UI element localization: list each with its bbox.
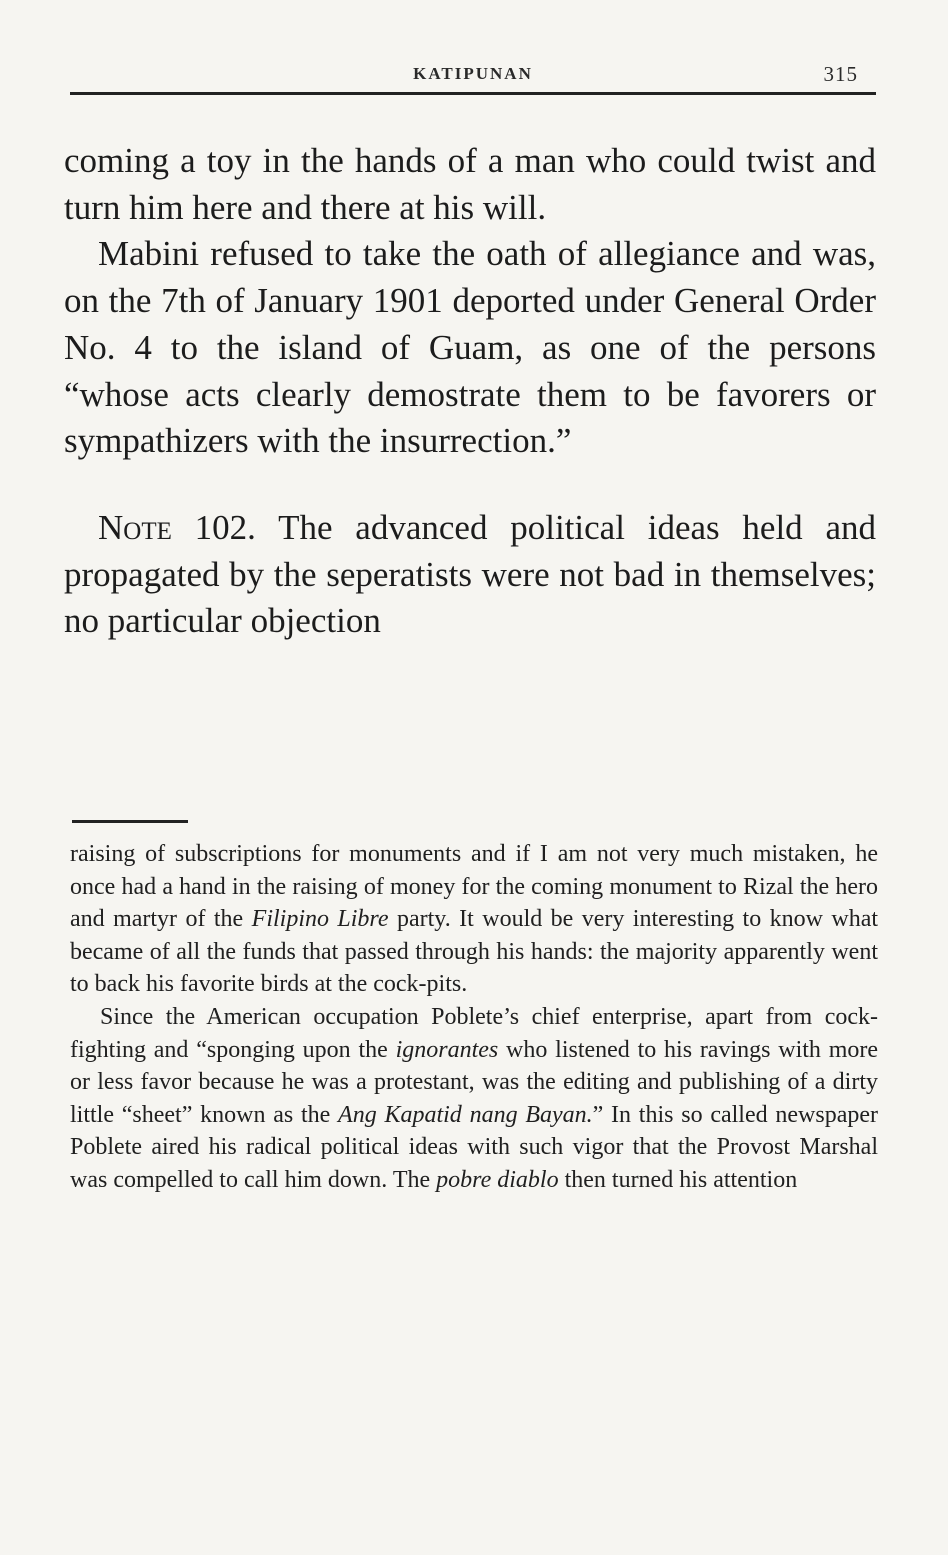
footnote-text [70,838,878,1197]
footnote-paragraph-1 [70,838,878,1001]
footnote-p2-italic-1: ignorantes [395,1036,499,1063]
footnote-p2-text-b: who listened to his ravings with more or less favor because he was a protestant, was the editing and publishing of a dirty little “sheet” known as the [70,1036,879,1128]
footnote-p1-italic: Filipino Libre [251,906,389,933]
footnote-p2-text-a: Since the American occupation Poblete’s chief enterprise, apart from cock-fighting and “sponging upon the [70,1003,878,1063]
header-rule [70,92,876,95]
footnote-p1-text-a: raising of subscriptions for monuments and if I am not very much mistaken, he once had a hand in the raising of money for the coming monument to Rizal the hero and martyr of the [70,841,878,933]
footnote-paragraph-2 [70,1001,878,1197]
footnote-p2-text-d: then turned his attention [564,1166,798,1193]
page-header [70,62,876,102]
footnote-p2-text-c: ” In this so called newspaper Poblete aired his radical political ideas with such vigor that the Provost Marshal was compelled to call him down. The [70,1101,878,1193]
note-paragraph [64,505,876,645]
footnote-p1-text-b: party. It would be very interesting to know what became of all the funds that passed through his hands: the majority apparently went to back his favorite birds at the cock-pits. [70,906,879,998]
paragraph-gap [64,465,876,505]
footnote-divider [72,820,188,823]
note-label: Note 102. [98,507,256,547]
footnote-p2-italic-2: Ang Kapatid nang Bayan. [338,1101,593,1128]
paragraph-mabini: Mabini refused to take the oath of allegiance and was, on the 7th of January 1901 deported under General Order No. 4 to the island of Guam, as one of the persons “whose acts clearly demostrate them to be favorers or sympathizers with the insurrection.” [64,234,876,461]
main-text [64,138,876,645]
paragraph-continuation: coming a toy in the hands of a man who could twist and turn him here and there at his will. [64,141,876,227]
page-number: 315 [823,62,858,86]
footnote-p2-italic-3: pobre diablo [436,1166,559,1193]
note-body: The advanced political ideas held and propagated by the seperatists were not bad in themselves; no particular objection [64,507,877,641]
running-head: KATIPUNAN [413,64,533,83]
